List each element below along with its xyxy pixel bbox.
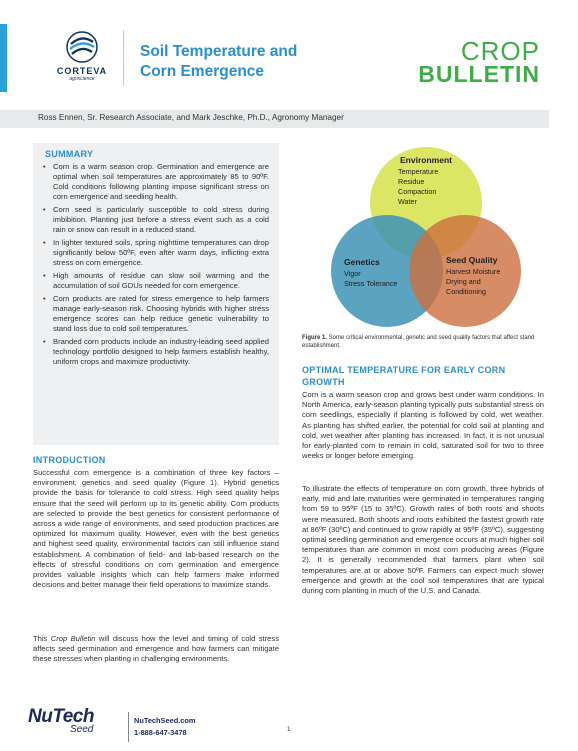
intro-p2-before: This	[33, 634, 51, 643]
environment-line: Water	[398, 197, 417, 206]
genetics-line: Vigor	[344, 269, 361, 278]
crop-label: CROP	[460, 36, 540, 66]
nutech-logo-sub: Seed	[70, 724, 94, 735]
title-line-2: Corn Emergence	[140, 63, 265, 80]
optimal-paragraph-2: To illustrate the effects of temperature on corn growth, three hybrids of early, mid and late maturities were germinated in temperatures ranging from 59 to 95ºF (15 to 35ºC). Growth rates of both roots and shoots were measured. Both shoots and roots exhibited the fastest growth rate at 86ºF (30ºC) and continued to grow rapidly at 95ºF (35ºC), suggesting optimal seedling germination and emergence occurs at much higher soil temperatures than are common in most corn producing areas (Figure 2). It is generally recommended that farmers plant when soil temperatures are at or above 50ºF. Farmers can expect much slower emergence and growth at the cool soil temperatures that are typical during corn planting in much of the U.S. and Canada.	[302, 484, 544, 596]
logo-sub: agriscience	[69, 76, 95, 82]
document-title	[140, 42, 360, 82]
figure-1-venn-diagram	[326, 143, 526, 333]
seed-quality-line: Drying and	[446, 277, 481, 286]
nutech-logo	[28, 706, 124, 746]
header-divider	[123, 30, 124, 86]
author-text: Ross Ennen, Sr. Research Associate, and Mark Jeschke, Ph.D., Agronomy Manager	[38, 113, 344, 122]
introduction-paragraph-1: Successful corn emergence is a combination of three key factors – environment, genetics and seed quality (Figure 1). Hybrid genetics provide the basis for tolerance to cold stress. High seed quality helps ensure that the seed will perform up to its genetic ability. Corn products are selected to provide the best genetics for consistent performance of across a wide range of environments, and seed production practices are optimized for maximum quality. However, even with the best genetics and highest seed quality, environmental factors can still influence stand establishment. A combination of field- and lab-based research on the effects of stressful conditions on corn germination and emergence provides valuable insights which can help farmers make informed decisions and better manage their field operations to maximize stands.	[33, 468, 279, 590]
summary-list	[43, 162, 269, 367]
footer-divider	[128, 712, 129, 742]
introduction-heading: INTRODUCTION	[33, 455, 106, 465]
seed-quality-title: Seed Quality	[446, 255, 498, 265]
page-number: 1	[287, 727, 291, 733]
intro-p2-after: will discuss how the level and timing of cold stress affects seed germination and emergence and how farmers can mitigate these stresses when planting in challenging environments.	[33, 634, 279, 664]
environment-line: Temperature	[398, 167, 439, 176]
figure-1-caption	[302, 334, 542, 350]
optimal-paragraph-1: Corn is a warm season crop and grows best under warm conditions. In North America, early-season planting typically puts substantial stress on corn seedlings, especially if planting is followed by cold, wet weather. As planting has shifted earlier, the potential for cold soil at planting and cold, wet weather after planting has increased. In fact, it is not unusual for early-planted corn to remain in cold, saturated soil for two to three weeks or longer before emerging.	[302, 390, 544, 461]
environment-title: Environment	[400, 155, 452, 165]
genetics-line: Stress Tolerance	[344, 279, 398, 288]
summary-item: • Branded corn products include an industry-leading seed applied technology portfolio designed to help farmers establish healthy, uniform crops and maximize productivity.	[43, 337, 269, 367]
author-bar	[0, 110, 549, 128]
summary-item: • Corn products are rated for stress emergence to help farmers manage early-season risk. Choosing hybrids with higher stress emergence scores can help reduce genetic vulnerability to stand loss due to cold soil temperatures.	[43, 294, 269, 334]
title-line-1: Soil Temperature and	[140, 43, 298, 60]
seed-quality-line: Harvest Moisture	[446, 267, 501, 276]
intro-p2-italic: Crop Bulletin	[50, 634, 96, 643]
summary-heading: SUMMARY	[45, 149, 94, 159]
optimal-temperature-heading: OPTIMAL TEMPERATURE FOR EARLY CORN GROWTH	[302, 365, 506, 387]
footer-phone: 1-888-647-3478	[134, 728, 187, 737]
seed-quality-line: Conditioning	[446, 287, 486, 296]
environment-line: Residue	[398, 177, 425, 186]
caption-label: Figure 1.	[302, 335, 328, 341]
environment-line: Compaction	[398, 187, 437, 196]
corteva-logo	[52, 30, 112, 92]
footer-website[interactable]: NuTechSeed.com	[134, 716, 196, 725]
summary-item: • Corn is a warm season crop. Germination and emergence are optimal when soil temperatures are approximately 85 to 90ºF. Cold conditions following planting impose significant stress on corn emergence and seedling health.	[43, 162, 269, 202]
caption-text: Some critical environmental, genetic and seed quality factors that affect stand establishment.	[302, 335, 535, 349]
accent-bar	[0, 24, 7, 92]
summary-item: • High amounts of residue can slow soil warming and the accumulation of soil GDUs needed for corn emergence.	[43, 271, 269, 291]
introduction-paragraph-2	[33, 634, 279, 665]
bulletin-label: BULLETIN	[418, 61, 540, 87]
summary-item: • In lighter textured soils, spring nighttime temperatures can drop significantly below 50ºF, even after warm days, inflicting extra stress on corn emergence.	[43, 238, 269, 268]
summary-item: • Corn seed is particularly susceptible to cold stress during imbibition. Planting just before a stress event such as a cold rain or snow can result in a reduced stand.	[43, 205, 269, 235]
nutech-logo-main: NuTech	[28, 706, 94, 727]
summary-box	[33, 143, 279, 445]
logo-name: CORTEVA	[56, 66, 108, 76]
genetics-title: Genetics	[344, 257, 380, 267]
corteva-logo-icon	[65, 30, 99, 64]
